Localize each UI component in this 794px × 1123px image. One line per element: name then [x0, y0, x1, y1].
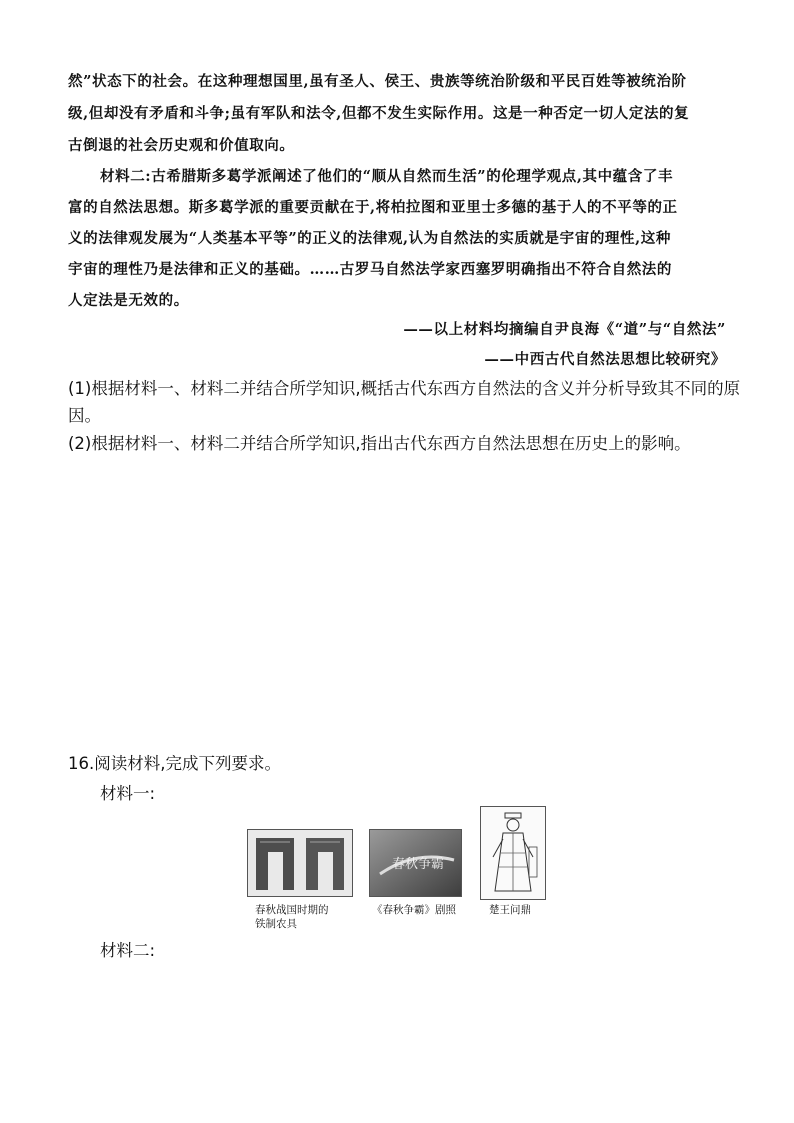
- material-two-line-1: 材料二:古希腊斯多葛学派阐述了他们的“顺从自然而生活”的伦理学观点,其中蕴含了丰: [100, 168, 674, 185]
- material-two-line-4: 宇宙的理性乃是法律和正义的基础。……古罗马自然法学家西塞罗明确指出不符合自然法的: [68, 261, 672, 278]
- material-one-line-3: 古倒退的社会历史观和价值取向。: [68, 137, 295, 154]
- figure-iron-tools: [247, 829, 353, 897]
- material-two-line-5: 人定法是无效的。: [68, 292, 189, 309]
- material-one-line-1: 然”状态下的社会。在这种理想国里,虽有圣人、侯王、贵族等统治阶级和平民百姓等被统治阶: [68, 73, 687, 90]
- drama-still-icon: [370, 830, 461, 896]
- material-two-label: 材料二:: [100, 941, 156, 960]
- material-one-line-2: 级,但却没有矛盾和斗争;虽有军队和法令,但都不发生实际作用。这是一种否定一切人定法的复: [68, 105, 690, 122]
- figure-drama-still: [369, 829, 462, 897]
- figure-3-caption: 楚王问鼎: [489, 904, 531, 916]
- material-two-line-2: 富的自然法思想。斯多葛学派的重要贡献在于,将柏拉图和亚里士多德的基于人的不平等的正: [68, 199, 678, 216]
- source-line-2: ——中西古代自然法思想比较研究》: [484, 351, 726, 368]
- chu-king-figure-icon: [481, 807, 545, 899]
- question-16-title: 16.阅读材料,完成下列要求。: [68, 754, 281, 773]
- question-2: (2)根据材料一、材料二并结合所学知识,指出古代东西方自然法思想在历史上的影响。: [68, 434, 691, 453]
- material-two-line-3: 义的法律观发展为“人类基本平等”的正义的法律观,认为自然法的实质就是宇宙的理性,这种: [68, 230, 671, 247]
- question-1-line-2: 因。: [68, 406, 101, 425]
- question-1-line-1: (1)根据材料一、材料二并结合所学知识,概括古代东西方自然法的含义并分析导致其不同的原: [68, 379, 741, 398]
- figure-2-caption: 《春秋争霸》剧照: [372, 904, 456, 916]
- figure-chu-king: [480, 806, 546, 900]
- source-line-1: ——以上材料均摘编自尹良海《“道”与“自然法”: [403, 321, 726, 338]
- figure-1-caption: 春秋战国时期的 铁制农具: [255, 904, 329, 930]
- material-one-label: 材料一:: [100, 784, 156, 803]
- drama-still-text: 春秋争霸: [392, 857, 445, 872]
- iron-farm-tools-icon: [248, 830, 352, 896]
